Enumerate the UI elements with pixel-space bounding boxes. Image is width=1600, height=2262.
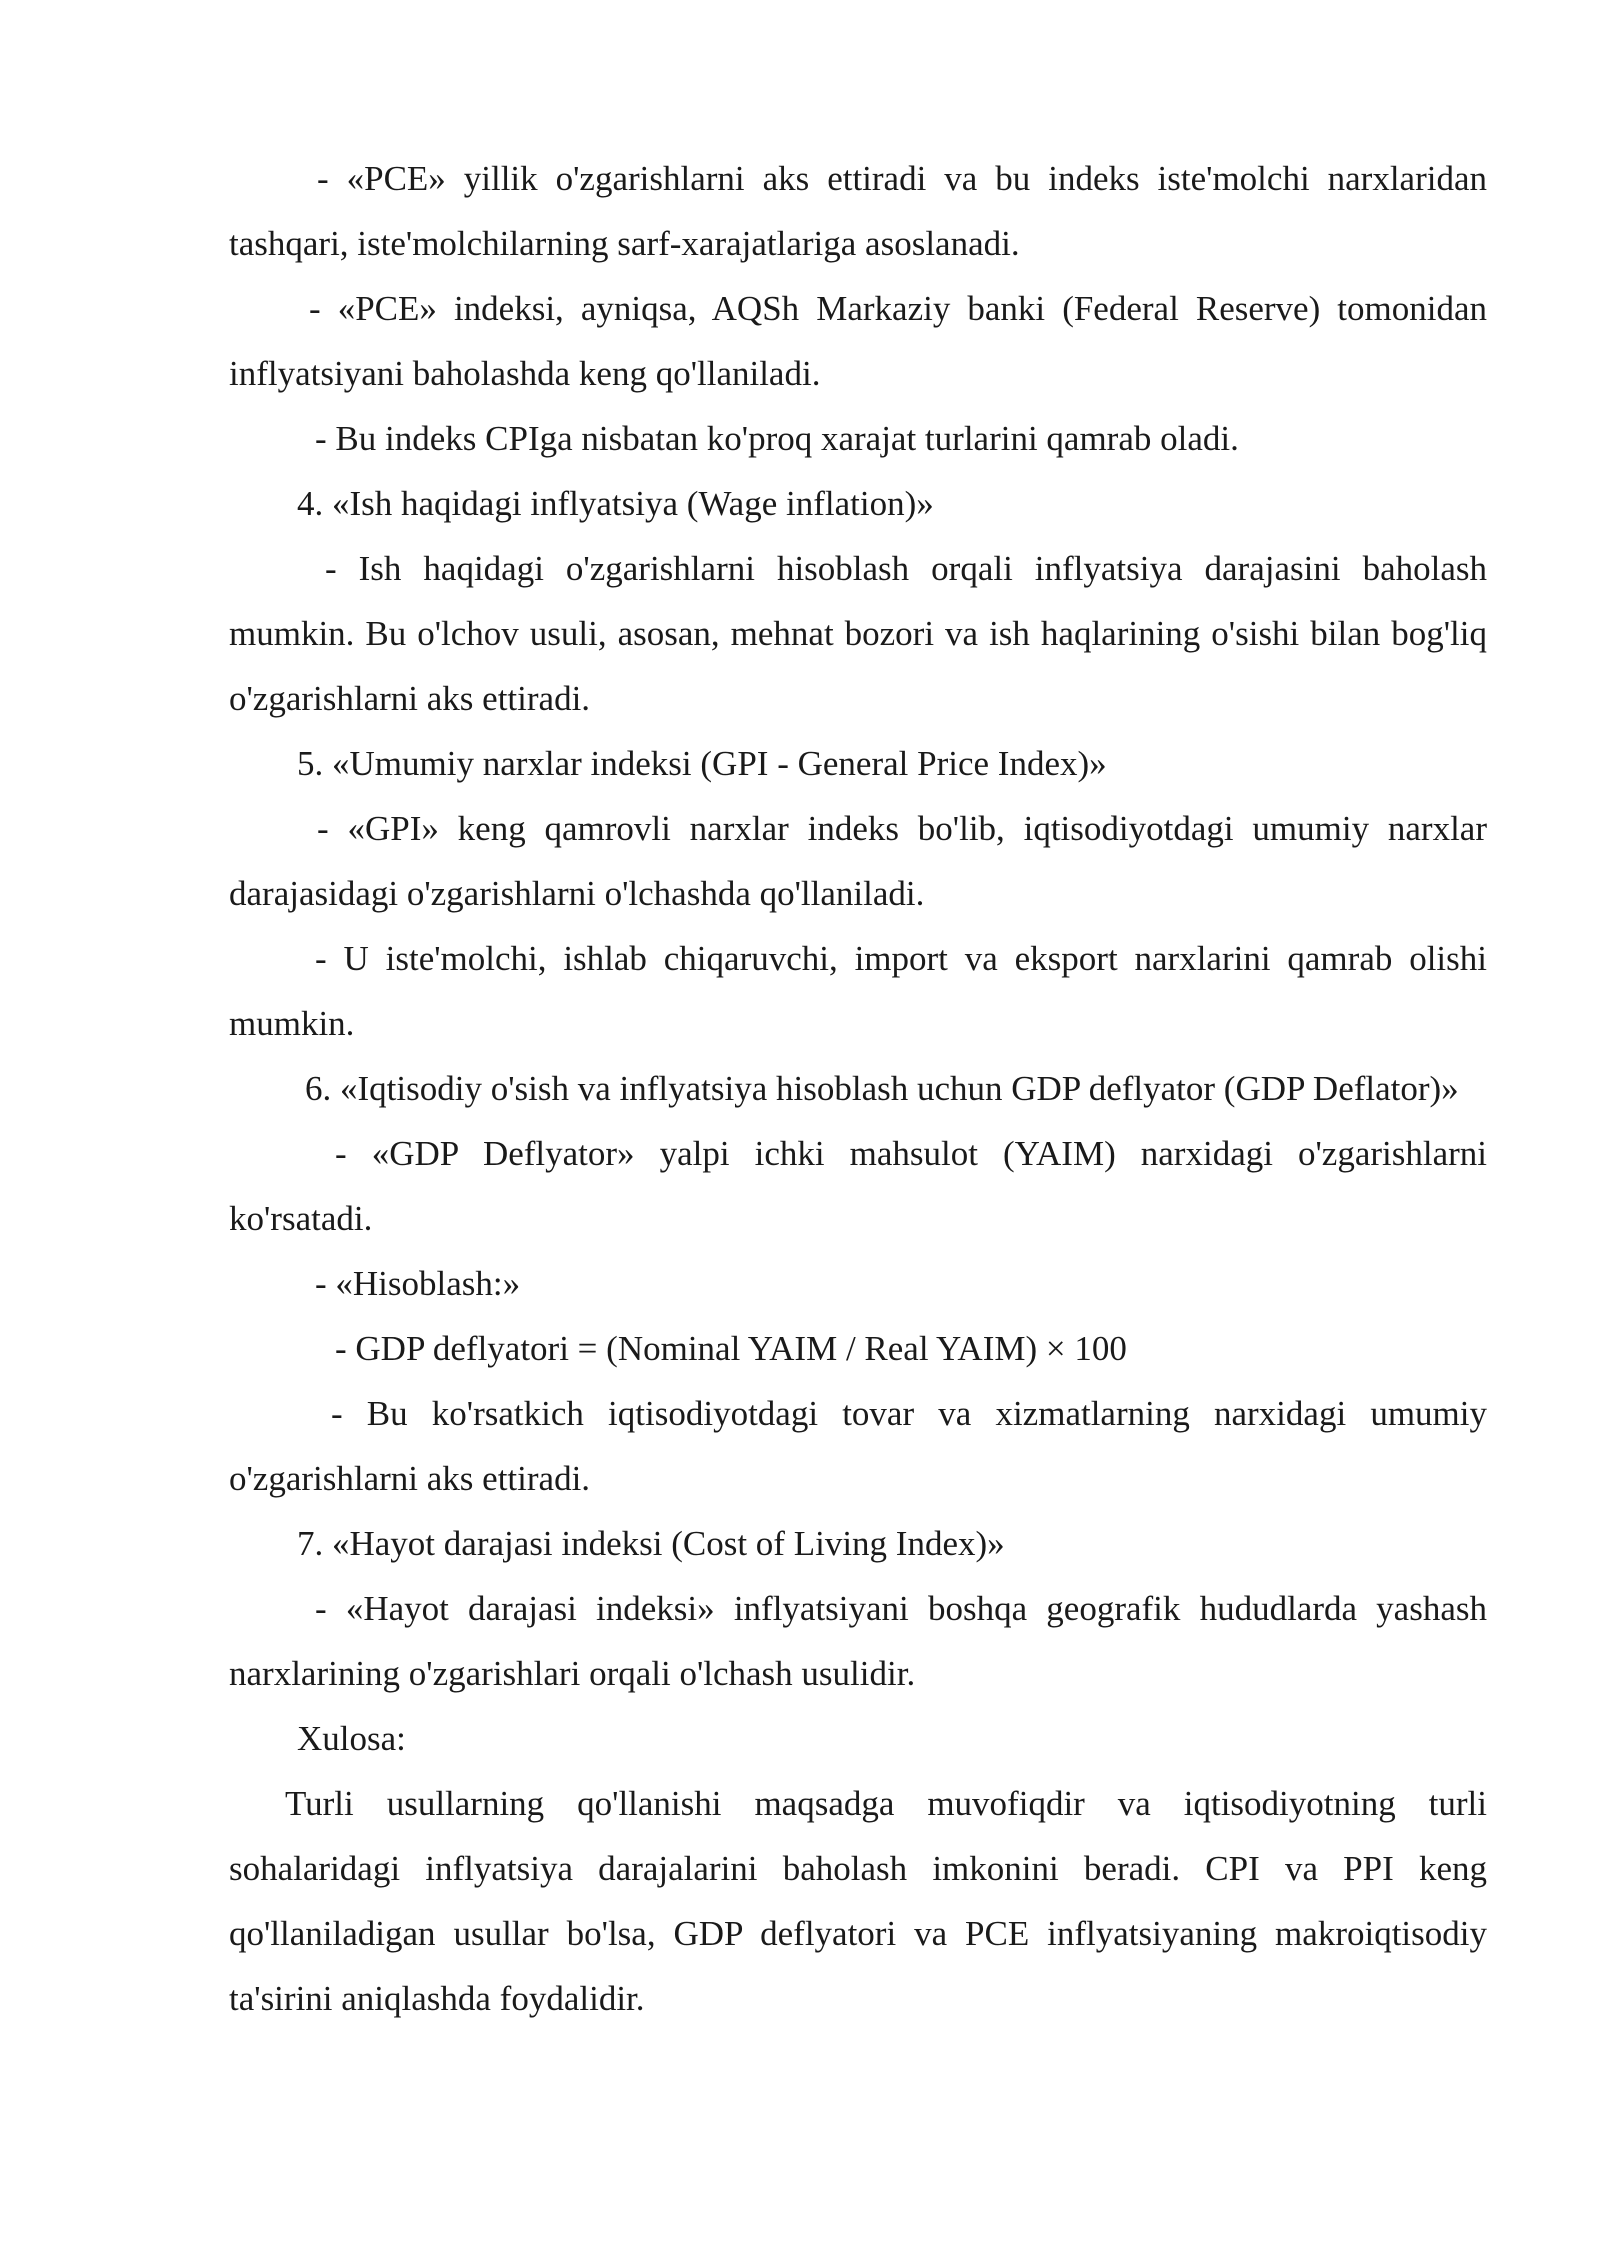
paragraph-pce-federal-reserve: - «PCE» indeksi, ayniqsa, AQSh Markaziy banki (Federal Reserve) tomonidan inflyatsiyani baholashda keng qo'llaniladi. xyxy=(229,289,1487,393)
paragraph-wage-inflation: - Ish haqidagi o'zgarishlarni hisoblash orqali inflyatsiya darajasini baholash mumkin. Bu o'lchov usuli, asosan, mehnat bozori va ish haqlarining o'sishi bilan bog'liq o'zgarishlarni aks ettiradi. xyxy=(229,549,1487,718)
paragraph-conclusion: Turli usullarning qo'llanishi maqsadga muvofiqdir va iqtisodiyotning turli sohalaridagi inflyatsiya darajalarini baholash imkonini beradi. CPI va PPI keng qo'llaniladigan usullar bo'lsa, GDP deflyatori va PCE inflyatsiyaning makroiqtisodiy ta'sirini aniqlashda foydalidir. xyxy=(229,1784,1487,2018)
document-body xyxy=(229,146,1487,2031)
label-calculation: - «Hisoblash:» xyxy=(315,1264,521,1303)
paragraph-pce-coverage: - Bu indeks CPIga nisbatan ko'proq xarajat turlarini qamrab oladi. xyxy=(315,419,1239,458)
paragraph-gdp-deflator: - «GDP Deflyator» yalpi ichki mahsulot (YAIM) narxidagi o'zgarishlarni ko'rsatadi. xyxy=(229,1134,1487,1238)
heading-gdp-deflator: 6. «Iqtisodiy o'sish va inflyatsiya hisoblash uchun GDP deflyator (GDP Deflator)» xyxy=(305,1069,1459,1108)
paragraph-pce-annual: - «PCE» yillik o'zgarishlarni aks ettiradi va bu indeks iste'molchi narxlaridan tashqari, iste'molchilarning sarf-xarajatlariga asoslanadi. xyxy=(229,159,1487,263)
heading-gpi: 5. «Umumiy narxlar indeksi (GPI - General Price Index)» xyxy=(297,744,1107,783)
paragraph-cost-of-living: - «Hayot darajasi indeksi» inflyatsiyani boshqa geografik hududlarda yashash narxlarining o'zgarishlari orqali o'lchash usulidir. xyxy=(229,1589,1487,1693)
heading-conclusion: Xulosa: xyxy=(297,1719,406,1758)
heading-wage-inflation: 4. «Ish haqidagi inflyatsiya (Wage inflation)» xyxy=(297,484,934,523)
paragraph-gdp-deflator-meaning: - Bu ko'rsatkich iqtisodiyotdagi tovar va xizmatlarning narxidagi umumiy o'zgarishlarni aks ettiradi. xyxy=(229,1394,1487,1498)
heading-cost-of-living: 7. «Hayot darajasi indeksi (Cost of Living Index)» xyxy=(297,1524,1005,1563)
formula-gdp-deflator: - GDP deflyatori = (Nominal YAIM / Real YAIM) × 100 xyxy=(335,1329,1127,1368)
paragraph-gpi-coverage: - U iste'molchi, ishlab chiqaruvchi, import va eksport narxlarini qamrab olishi mumkin. xyxy=(229,939,1487,1043)
paragraph-gpi-description: - «GPI» keng qamrovli narxlar indeks bo'lib, iqtisodiyotdagi umumiy narxlar darajasidagi o'zgarishlarni o'lchashda qo'llaniladi. xyxy=(229,809,1487,913)
